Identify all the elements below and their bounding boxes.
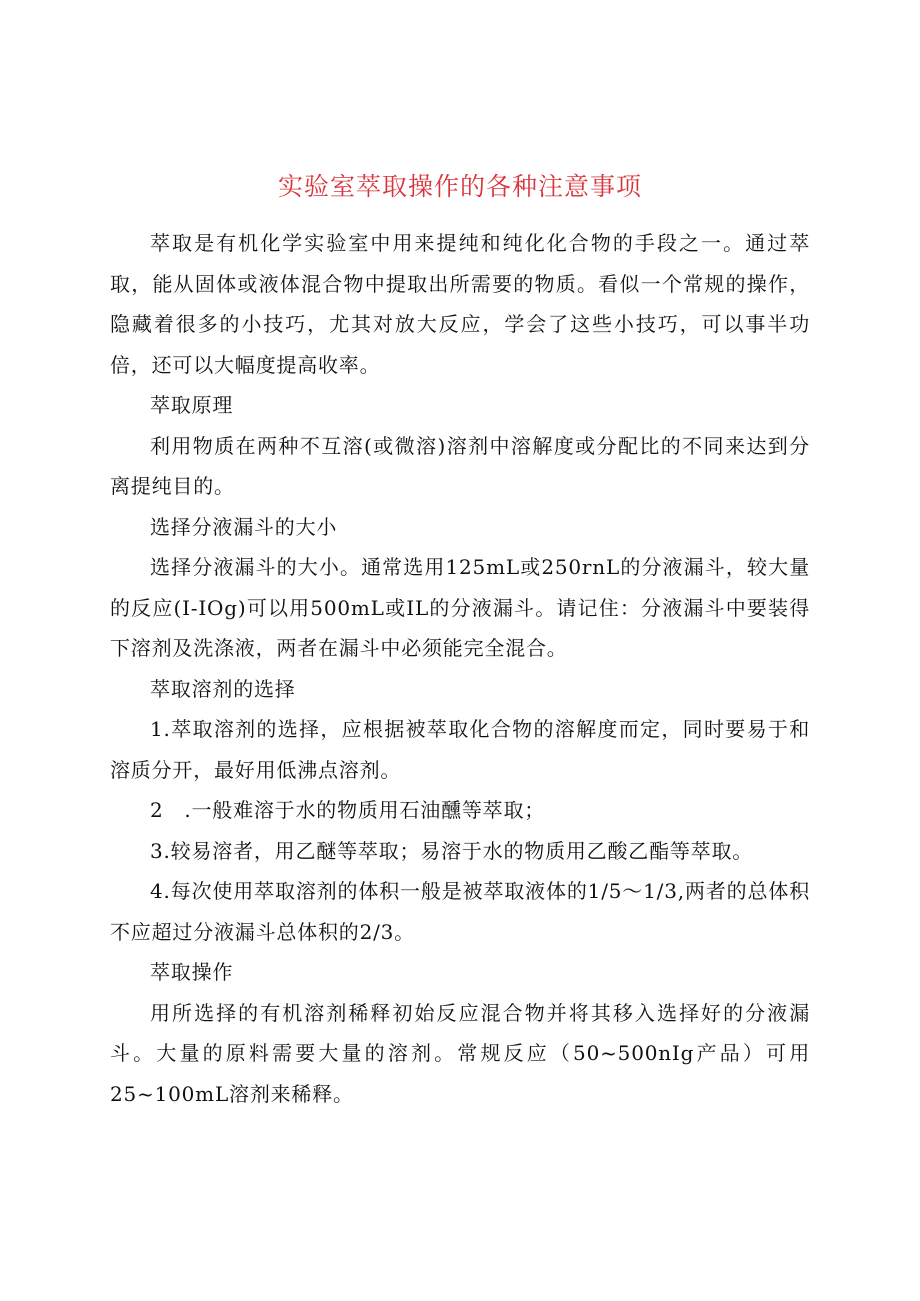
funnel-size-paragraph: 选择分液漏斗的大小。通常选用125mL或250rnL的分液漏斗，较大量的反应(I-IOg)可以用500mL或IL的分液漏斗。请记住：分液漏斗中要装得下溶剂及洗涤液，两者在漏斗中必须能完全混合。 [110,555,810,660]
section-heading-operation: 萃取操作 [150,960,234,984]
solvent-item-1: 1.萃取溶剂的选择，应根据被萃取化合物的溶解度而定，同时要易于和溶质分开，最好用低沸点溶剂。 [110,717,810,782]
section-heading-principle: 萃取原理 [150,393,234,417]
solvent-item-2: 2 .一般难溶于水的物质用石油醺等萃取； [150,798,546,822]
solvent-item-3: 3.较易溶者，用乙醚等萃取；易溶于水的物质用乙酸乙酯等萃取。 [150,838,754,863]
section-heading-funnel-size: 选择分液漏斗的大小 [150,514,338,539]
solvent-item-4: 4.每次使用萃取溶剂的体积一般是被萃取液体的1/5～1/3,两者的总体积不应超过分液漏斗总体积的2/3。 [110,879,810,944]
document-title: 实验室萃取操作的各种注意事项 [277,172,642,201]
intro-paragraph: 萃取是有机化学实验室中用来提纯和纯化化合物的手段之一。通过萃取，能从固体或液体混合物中提取出所需要的物质。看似一个常规的操作，隐藏着很多的小技巧，尤其对放大反应，学会了这些小技巧，可以事半功倍，还可以大幅度提高收率。 [110,231,810,377]
document-body [110,223,810,1114]
principle-paragraph: 利用物质在两种不互溶(或微溶)溶剂中溶解度或分配比的不同来达到分离提纯目的。 [110,433,810,498]
operation-paragraph: 用所选择的有机溶剂稀释初始反应混合物并将其移入选择好的分液漏斗。大量的原料需要大量的溶剂。常规反应（50~500nIg产品）可用25~100mL溶剂来稀释。 [110,1000,810,1106]
section-heading-solvent-choice: 萃取溶剂的选择 [150,676,296,701]
